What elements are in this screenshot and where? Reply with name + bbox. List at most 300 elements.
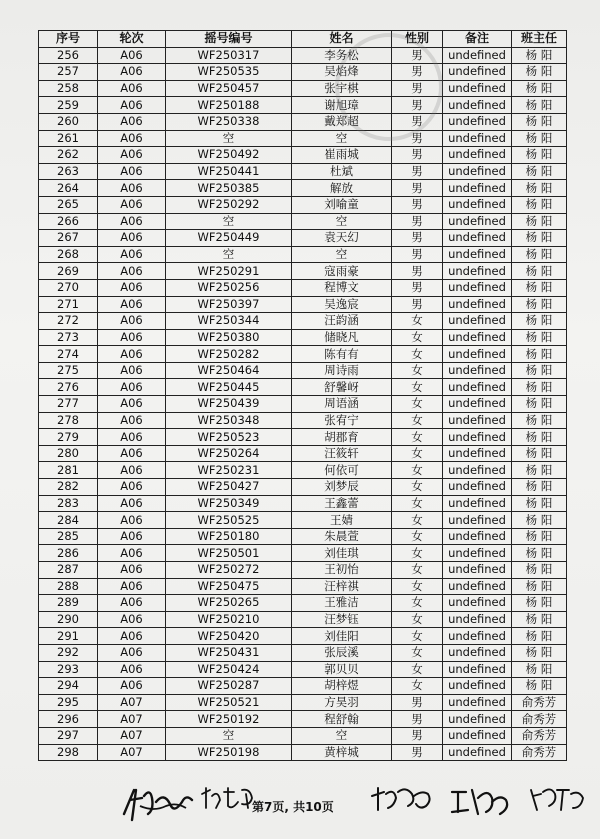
cell-gender: 女 xyxy=(392,678,443,695)
cell-round: A06 xyxy=(98,113,166,130)
cell-remarks: undefined xyxy=(443,578,512,595)
cell-round: A06 xyxy=(98,578,166,595)
table-row xyxy=(39,611,567,628)
cell-index: 289 xyxy=(39,595,98,612)
cell-index: 282 xyxy=(39,479,98,496)
cell-round: A06 xyxy=(98,196,166,213)
cell-lottery-number: WF250192 xyxy=(166,711,292,728)
table-row xyxy=(39,213,567,230)
cell-index: 288 xyxy=(39,578,98,595)
cell-lottery-number: WF250475 xyxy=(166,578,292,595)
cell-round: A06 xyxy=(98,512,166,529)
cell-round: A06 xyxy=(98,97,166,114)
cell-index: 294 xyxy=(39,678,98,695)
cell-name: 王雅洁 xyxy=(292,595,392,612)
cell-index: 297 xyxy=(39,727,98,744)
cell-index: 283 xyxy=(39,495,98,512)
cell-name: 汪梓祺 xyxy=(292,578,392,595)
cell-round: A06 xyxy=(98,362,166,379)
cell-gender: 男 xyxy=(392,230,443,247)
cell-index: 295 xyxy=(39,694,98,711)
cell-gender: 女 xyxy=(392,362,443,379)
table-row xyxy=(39,263,567,280)
cell-gender: 男 xyxy=(392,263,443,280)
cell-round: A06 xyxy=(98,661,166,678)
cell-remarks: undefined xyxy=(443,562,512,579)
cell-round: A06 xyxy=(98,246,166,263)
cell-name: 崔雨城 xyxy=(292,147,392,164)
cell-lottery-number: 空 xyxy=(166,130,292,147)
cell-lottery-number: WF250523 xyxy=(166,429,292,446)
cell-round: A06 xyxy=(98,163,166,180)
cell-lottery-number: WF250287 xyxy=(166,678,292,695)
cell-index: 266 xyxy=(39,213,98,230)
cell-remarks: undefined xyxy=(443,130,512,147)
cell-lottery-number: WF250535 xyxy=(166,64,292,81)
cell-lottery-number: WF250349 xyxy=(166,495,292,512)
cell-lottery-number: WF250457 xyxy=(166,80,292,97)
cell-gender: 女 xyxy=(392,595,443,612)
cell-remarks: undefined xyxy=(443,230,512,247)
cell-lottery-number: WF250441 xyxy=(166,163,292,180)
cell-head-teacher: 杨 阳 xyxy=(512,296,567,313)
cell-gender: 男 xyxy=(392,80,443,97)
table-row xyxy=(39,545,567,562)
table-row xyxy=(39,97,567,114)
cell-round: A06 xyxy=(98,396,166,413)
cell-head-teacher: 杨 阳 xyxy=(512,180,567,197)
cell-remarks: undefined xyxy=(443,528,512,545)
cell-head-teacher: 俞秀芳 xyxy=(512,711,567,728)
cell-gender: 女 xyxy=(392,528,443,545)
cell-name: 刘梦辰 xyxy=(292,479,392,496)
cell-gender: 男 xyxy=(392,64,443,81)
table-row xyxy=(39,628,567,645)
cell-lottery-number: WF250431 xyxy=(166,644,292,661)
cell-remarks: undefined xyxy=(443,678,512,695)
cell-gender: 女 xyxy=(392,346,443,363)
signature-footer xyxy=(0,784,600,824)
cell-head-teacher: 杨 阳 xyxy=(512,130,567,147)
cell-head-teacher: 杨 阳 xyxy=(512,578,567,595)
cell-gender: 女 xyxy=(392,578,443,595)
table-row xyxy=(39,479,567,496)
cell-gender: 男 xyxy=(392,213,443,230)
cell-remarks: undefined xyxy=(443,628,512,645)
table-row xyxy=(39,346,567,363)
cell-round: A06 xyxy=(98,296,166,313)
header-name: 姓名 xyxy=(292,31,392,48)
cell-head-teacher: 杨 阳 xyxy=(512,246,567,263)
cell-gender: 女 xyxy=(392,545,443,562)
table-row xyxy=(39,113,567,130)
cell-remarks: undefined xyxy=(443,512,512,529)
cell-remarks: undefined xyxy=(443,329,512,346)
cell-remarks: undefined xyxy=(443,163,512,180)
table-row xyxy=(39,163,567,180)
table-row xyxy=(39,429,567,446)
cell-remarks: undefined xyxy=(443,462,512,479)
cell-gender: 男 xyxy=(392,744,443,761)
cell-remarks: undefined xyxy=(443,429,512,446)
cell-index: 258 xyxy=(39,80,98,97)
handwritten-signature-1 xyxy=(120,784,200,824)
cell-gender: 女 xyxy=(392,445,443,462)
cell-gender: 男 xyxy=(392,711,443,728)
cell-remarks: undefined xyxy=(443,97,512,114)
cell-head-teacher: 杨 阳 xyxy=(512,196,567,213)
cell-name: 杜斌 xyxy=(292,163,392,180)
cell-round: A06 xyxy=(98,545,166,562)
cell-head-teacher: 杨 阳 xyxy=(512,329,567,346)
cell-index: 292 xyxy=(39,644,98,661)
cell-lottery-number: WF250445 xyxy=(166,379,292,396)
cell-head-teacher: 杨 阳 xyxy=(512,611,567,628)
cell-lottery-number: WF250272 xyxy=(166,562,292,579)
table-row xyxy=(39,64,567,81)
cell-lottery-number: WF250397 xyxy=(166,296,292,313)
cell-index: 298 xyxy=(39,744,98,761)
cell-remarks: undefined xyxy=(443,263,512,280)
cell-gender: 女 xyxy=(392,313,443,330)
cell-remarks: undefined xyxy=(443,379,512,396)
table-row xyxy=(39,47,567,64)
cell-gender: 女 xyxy=(392,628,443,645)
cell-head-teacher: 杨 阳 xyxy=(512,396,567,413)
cell-head-teacher: 杨 阳 xyxy=(512,644,567,661)
table-row xyxy=(39,230,567,247)
header-remarks: 备注 xyxy=(443,31,512,48)
cell-gender: 男 xyxy=(392,113,443,130)
cell-index: 256 xyxy=(39,47,98,64)
cell-index: 265 xyxy=(39,196,98,213)
cell-lottery-number: WF250449 xyxy=(166,230,292,247)
table-row xyxy=(39,313,567,330)
cell-index: 293 xyxy=(39,661,98,678)
cell-remarks: undefined xyxy=(443,545,512,562)
cell-round: A06 xyxy=(98,180,166,197)
cell-name: 袁天幻 xyxy=(292,230,392,247)
cell-round: A06 xyxy=(98,213,166,230)
cell-remarks: undefined xyxy=(443,744,512,761)
cell-round: A06 xyxy=(98,429,166,446)
cell-name: 汪筱轩 xyxy=(292,445,392,462)
cell-round: A06 xyxy=(98,644,166,661)
cell-index: 271 xyxy=(39,296,98,313)
cell-head-teacher: 俞秀芳 xyxy=(512,744,567,761)
cell-gender: 女 xyxy=(392,512,443,529)
cell-lottery-number: WF250338 xyxy=(166,113,292,130)
cell-remarks: undefined xyxy=(443,644,512,661)
cell-round: A06 xyxy=(98,479,166,496)
table-row xyxy=(39,147,567,164)
cell-head-teacher: 杨 阳 xyxy=(512,64,567,81)
header-gender: 性别 xyxy=(392,31,443,48)
cell-lottery-number: WF250385 xyxy=(166,180,292,197)
cell-index: 284 xyxy=(39,512,98,529)
cell-gender: 女 xyxy=(392,644,443,661)
cell-name: 黄梓城 xyxy=(292,744,392,761)
cell-name: 程博文 xyxy=(292,279,392,296)
cell-lottery-number: WF250198 xyxy=(166,744,292,761)
cell-lottery-number: WF250291 xyxy=(166,263,292,280)
cell-name: 胡梓煜 xyxy=(292,678,392,695)
table-row xyxy=(39,727,567,744)
table-row xyxy=(39,595,567,612)
table-row xyxy=(39,661,567,678)
cell-lottery-number: 空 xyxy=(166,213,292,230)
cell-round: A06 xyxy=(98,64,166,81)
handwritten-signature-3 xyxy=(368,784,438,816)
cell-lottery-number: WF250525 xyxy=(166,512,292,529)
table-row xyxy=(39,562,567,579)
cell-remarks: undefined xyxy=(443,445,512,462)
cell-remarks: undefined xyxy=(443,196,512,213)
cell-gender: 男 xyxy=(392,279,443,296)
header-index: 序号 xyxy=(39,31,98,48)
cell-gender: 女 xyxy=(392,429,443,446)
cell-name: 刘佳琪 xyxy=(292,545,392,562)
cell-index: 277 xyxy=(39,396,98,413)
cell-round: A06 xyxy=(98,412,166,429)
cell-index: 263 xyxy=(39,163,98,180)
cell-round: A06 xyxy=(98,130,166,147)
table-row xyxy=(39,512,567,529)
cell-name: 储晓凡 xyxy=(292,329,392,346)
cell-head-teacher: 杨 阳 xyxy=(512,545,567,562)
cell-name: 空 xyxy=(292,727,392,744)
table-row xyxy=(39,362,567,379)
cell-gender: 女 xyxy=(392,412,443,429)
cell-index: 275 xyxy=(39,362,98,379)
cell-head-teacher: 杨 阳 xyxy=(512,445,567,462)
cell-round: A06 xyxy=(98,462,166,479)
cell-lottery-number: WF250265 xyxy=(166,595,292,612)
header-round: 轮次 xyxy=(98,31,166,48)
table-body xyxy=(39,47,567,761)
cell-round: A06 xyxy=(98,329,166,346)
cell-lottery-number: WF250282 xyxy=(166,346,292,363)
cell-gender: 男 xyxy=(392,97,443,114)
cell-index: 268 xyxy=(39,246,98,263)
table-row xyxy=(39,279,567,296)
cell-index: 286 xyxy=(39,545,98,562)
handwritten-signature-4 xyxy=(448,784,514,820)
cell-remarks: undefined xyxy=(443,296,512,313)
cell-lottery-number: WF250344 xyxy=(166,313,292,330)
cell-lottery-number: WF250427 xyxy=(166,479,292,496)
cell-index: 259 xyxy=(39,97,98,114)
cell-head-teacher: 杨 阳 xyxy=(512,279,567,296)
cell-lottery-number: WF250210 xyxy=(166,611,292,628)
cell-head-teacher: 杨 阳 xyxy=(512,462,567,479)
cell-head-teacher: 杨 阳 xyxy=(512,346,567,363)
cell-remarks: undefined xyxy=(443,180,512,197)
cell-gender: 女 xyxy=(392,611,443,628)
cell-name: 刘佳阳 xyxy=(292,628,392,645)
cell-name: 张宥宁 xyxy=(292,412,392,429)
cell-remarks: undefined xyxy=(443,80,512,97)
cell-gender: 男 xyxy=(392,163,443,180)
cell-head-teacher: 杨 阳 xyxy=(512,163,567,180)
cell-index: 274 xyxy=(39,346,98,363)
cell-remarks: undefined xyxy=(443,313,512,330)
cell-lottery-number: WF250424 xyxy=(166,661,292,678)
cell-gender: 女 xyxy=(392,396,443,413)
student-list-table xyxy=(38,30,567,761)
cell-gender: 女 xyxy=(392,462,443,479)
cell-head-teacher: 杨 阳 xyxy=(512,678,567,695)
cell-head-teacher: 杨 阳 xyxy=(512,512,567,529)
cell-head-teacher: 杨 阳 xyxy=(512,412,567,429)
cell-name: 胡郡育 xyxy=(292,429,392,446)
table-row xyxy=(39,711,567,728)
cell-lottery-number: 空 xyxy=(166,727,292,744)
cell-remarks: undefined xyxy=(443,495,512,512)
cell-remarks: undefined xyxy=(443,113,512,130)
cell-round: A07 xyxy=(98,711,166,728)
cell-remarks: undefined xyxy=(443,346,512,363)
cell-name: 何依可 xyxy=(292,462,392,479)
cell-head-teacher: 杨 阳 xyxy=(512,230,567,247)
cell-head-teacher: 杨 阳 xyxy=(512,113,567,130)
cell-name: 空 xyxy=(292,213,392,230)
cell-gender: 男 xyxy=(392,727,443,744)
cell-gender: 男 xyxy=(392,694,443,711)
page-indicator: 第7页, 共10页 xyxy=(252,800,334,814)
cell-lottery-number: WF250439 xyxy=(166,396,292,413)
cell-round: A06 xyxy=(98,279,166,296)
cell-name: 李务松 xyxy=(292,47,392,64)
cell-round: A06 xyxy=(98,611,166,628)
cell-index: 272 xyxy=(39,313,98,330)
table-row xyxy=(39,744,567,761)
cell-remarks: undefined xyxy=(443,279,512,296)
cell-head-teacher: 俞秀芳 xyxy=(512,694,567,711)
cell-round: A06 xyxy=(98,528,166,545)
table-row xyxy=(39,379,567,396)
cell-name: 谢旭璋 xyxy=(292,97,392,114)
cell-index: 291 xyxy=(39,628,98,645)
cell-index: 279 xyxy=(39,429,98,446)
cell-index: 281 xyxy=(39,462,98,479)
cell-round: A07 xyxy=(98,744,166,761)
cell-round: A06 xyxy=(98,445,166,462)
handwritten-signature-5 xyxy=(527,784,587,816)
cell-head-teacher: 杨 阳 xyxy=(512,80,567,97)
handwritten-signature-2 xyxy=(198,784,258,814)
cell-head-teacher: 杨 阳 xyxy=(512,379,567,396)
cell-lottery-number: WF250420 xyxy=(166,628,292,645)
table-row xyxy=(39,196,567,213)
cell-index: 262 xyxy=(39,147,98,164)
table-row xyxy=(39,396,567,413)
table-row xyxy=(39,528,567,545)
table-row xyxy=(39,412,567,429)
cell-name: 陈有有 xyxy=(292,346,392,363)
cell-index: 276 xyxy=(39,379,98,396)
cell-name: 周诗雨 xyxy=(292,362,392,379)
cell-lottery-number: WF250256 xyxy=(166,279,292,296)
cell-name: 吴逸宸 xyxy=(292,296,392,313)
cell-index: 267 xyxy=(39,230,98,247)
cell-name: 吴焰烽 xyxy=(292,64,392,81)
cell-head-teacher: 杨 阳 xyxy=(512,628,567,645)
cell-head-teacher: 杨 阳 xyxy=(512,47,567,64)
cell-index: 296 xyxy=(39,711,98,728)
cell-index: 273 xyxy=(39,329,98,346)
cell-name: 汪梦钰 xyxy=(292,611,392,628)
cell-remarks: undefined xyxy=(443,213,512,230)
cell-gender: 女 xyxy=(392,562,443,579)
cell-remarks: undefined xyxy=(443,47,512,64)
cell-head-teacher: 杨 阳 xyxy=(512,97,567,114)
cell-remarks: undefined xyxy=(443,362,512,379)
cell-round: A06 xyxy=(98,379,166,396)
cell-head-teacher: 杨 阳 xyxy=(512,528,567,545)
cell-round: A06 xyxy=(98,80,166,97)
cell-gender: 女 xyxy=(392,495,443,512)
cell-remarks: undefined xyxy=(443,412,512,429)
cell-name: 舒馨岈 xyxy=(292,379,392,396)
table-row xyxy=(39,644,567,661)
cell-name: 张辰溪 xyxy=(292,644,392,661)
header-head-teacher: 班主任 xyxy=(512,31,567,48)
cell-lottery-number: WF250188 xyxy=(166,97,292,114)
table-row xyxy=(39,578,567,595)
cell-round: A06 xyxy=(98,595,166,612)
cell-remarks: undefined xyxy=(443,479,512,496)
cell-index: 278 xyxy=(39,412,98,429)
cell-head-teacher: 杨 阳 xyxy=(512,595,567,612)
cell-name: 解放 xyxy=(292,180,392,197)
cell-remarks: undefined xyxy=(443,727,512,744)
cell-head-teacher: 杨 阳 xyxy=(512,429,567,446)
cell-index: 260 xyxy=(39,113,98,130)
cell-gender: 男 xyxy=(392,47,443,64)
cell-name: 戴郑超 xyxy=(292,113,392,130)
cell-head-teacher: 杨 阳 xyxy=(512,313,567,330)
cell-round: A06 xyxy=(98,628,166,645)
table-row xyxy=(39,180,567,197)
cell-head-teacher: 杨 阳 xyxy=(512,213,567,230)
cell-index: 264 xyxy=(39,180,98,197)
cell-name: 王鑫蕾 xyxy=(292,495,392,512)
cell-name: 郭贝贝 xyxy=(292,661,392,678)
cell-index: 257 xyxy=(39,64,98,81)
header-lottery-number: 摇号编号 xyxy=(166,31,292,48)
cell-gender: 男 xyxy=(392,296,443,313)
cell-remarks: undefined xyxy=(443,396,512,413)
cell-name: 周语涵 xyxy=(292,396,392,413)
cell-lottery-number: WF250231 xyxy=(166,462,292,479)
cell-index: 287 xyxy=(39,562,98,579)
cell-index: 285 xyxy=(39,528,98,545)
cell-gender: 男 xyxy=(392,180,443,197)
cell-lottery-number: WF250492 xyxy=(166,147,292,164)
cell-gender: 男 xyxy=(392,196,443,213)
cell-lottery-number: WF250348 xyxy=(166,412,292,429)
cell-name: 方昊羽 xyxy=(292,694,392,711)
table-row xyxy=(39,80,567,97)
cell-round: A06 xyxy=(98,562,166,579)
table-row xyxy=(39,678,567,695)
table-row xyxy=(39,445,567,462)
cell-round: A06 xyxy=(98,346,166,363)
cell-lottery-number: WF250317 xyxy=(166,47,292,64)
cell-gender: 女 xyxy=(392,379,443,396)
cell-head-teacher: 杨 阳 xyxy=(512,147,567,164)
